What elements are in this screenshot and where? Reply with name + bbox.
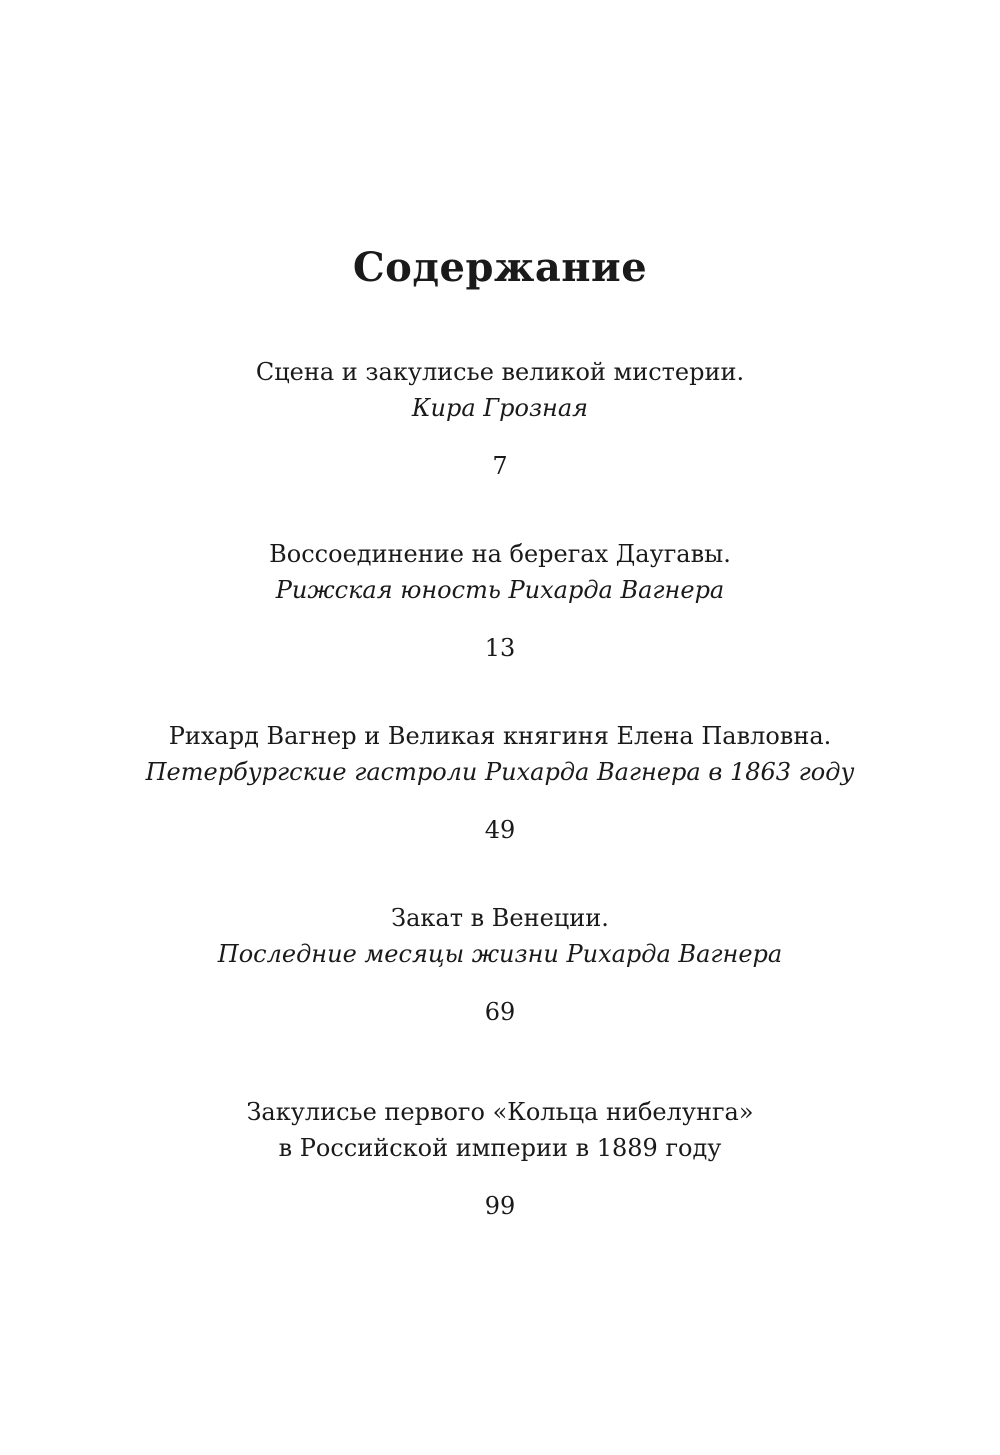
toc-entry [0, 900, 1000, 1030]
toc-entry [0, 354, 1000, 484]
toc-entry-page-number: 99 [484, 1192, 516, 1220]
toc-entry-subtitle: Последние месяцы жизни Рихарда Вагнера [217, 940, 783, 968]
toc-entry-title: Воссоединение на берегах Даугавы. [269, 540, 731, 568]
toc-entry-subtitle: Рижская юность Рихарда Вагнера [275, 576, 725, 604]
toc-entry-page-number: 13 [484, 634, 516, 662]
toc-entry-page-number: 7 [492, 452, 508, 480]
toc-entry [0, 1094, 1000, 1224]
toc-entry-title: Рихард Вагнер и Великая княгиня Елена Павловна. [168, 722, 832, 750]
toc-entry-page-number: 69 [484, 998, 516, 1026]
toc-entry-title-continued: в Российской империи в 1889 году [278, 1134, 722, 1162]
page-title: Содержание [352, 244, 648, 291]
toc-entry-subtitle: Кира Грозная [411, 394, 589, 422]
toc-entry-subtitle: Петербургские гастроли Рихарда Вагнера в 1863 году [145, 758, 855, 786]
toc-entry-title: Закулисье первого «Кольца нибелунга» [246, 1098, 754, 1126]
toc-entry [0, 718, 1000, 848]
toc-entry [0, 536, 1000, 666]
toc-entry-page-number: 49 [484, 816, 516, 844]
toc-entry-title: Закат в Венеции. [391, 904, 609, 932]
toc-entry-title: Сцена и закулисье великой мистерии. [255, 358, 745, 386]
